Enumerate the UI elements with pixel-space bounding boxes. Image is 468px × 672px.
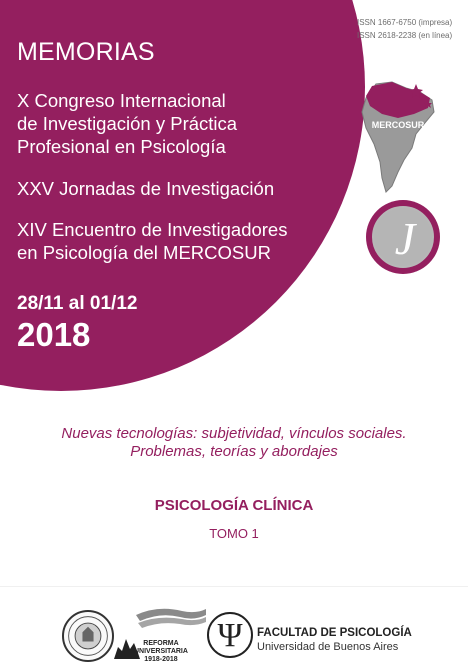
issn-print: ISSN 1667-6750 (impresa) <box>357 18 453 27</box>
mercosur-map-icon <box>358 78 438 196</box>
event-encuentro <box>17 218 287 264</box>
issn-online: ISSN 2618-2238 (en línea) <box>357 31 453 40</box>
event-year: 2018 <box>17 316 91 353</box>
event-line: en Psicología del MERCOSUR <box>17 242 271 263</box>
faculty-name: FACULTAD DE PSICOLOGÍA <box>257 627 412 639</box>
jornadas-seal <box>366 200 440 274</box>
psi-logo-icon: Ψ <box>207 612 253 658</box>
reforma-line: UNIVERSITARIA <box>134 648 188 655</box>
subtitle-line: Problemas, teorías y abordajes <box>130 443 338 460</box>
event-line: Profesional en Psicología <box>17 136 226 157</box>
university-name: Universidad de Buenos Aires <box>257 641 399 653</box>
event-jornadas <box>17 177 274 200</box>
cover-title: MEMORIAS <box>17 38 155 66</box>
section-title: PSICOLOGÍA CLÍNICA <box>154 497 314 514</box>
event-line: XIV Encuentro de Investigadores <box>17 219 288 240</box>
mercosur-label: MERCOSUR <box>371 120 425 130</box>
reforma-line: REFORMA <box>143 640 179 647</box>
issn-block <box>357 16 452 42</box>
volume-label: TOMO 1 <box>209 526 259 541</box>
event-congreso <box>17 89 237 158</box>
event-dates: 28/11 al 01/12 <box>17 293 138 314</box>
seal-letter: J <box>394 213 416 264</box>
event-line: X Congreso Internacional <box>17 90 226 111</box>
seal-inner-ring <box>372 206 434 268</box>
event-line: XXV Jornadas de Investigación <box>17 178 275 199</box>
event-line: de Investigación y Práctica <box>17 113 238 134</box>
reforma-text <box>134 640 188 664</box>
uba-seal-icon <box>62 610 114 662</box>
subtitle-line: Nuevas tecnologías: subjetividad, vínculos sociales. <box>61 425 407 442</box>
reforma-line: 1918-2018 <box>144 656 178 663</box>
cover-subtitle <box>0 425 468 461</box>
